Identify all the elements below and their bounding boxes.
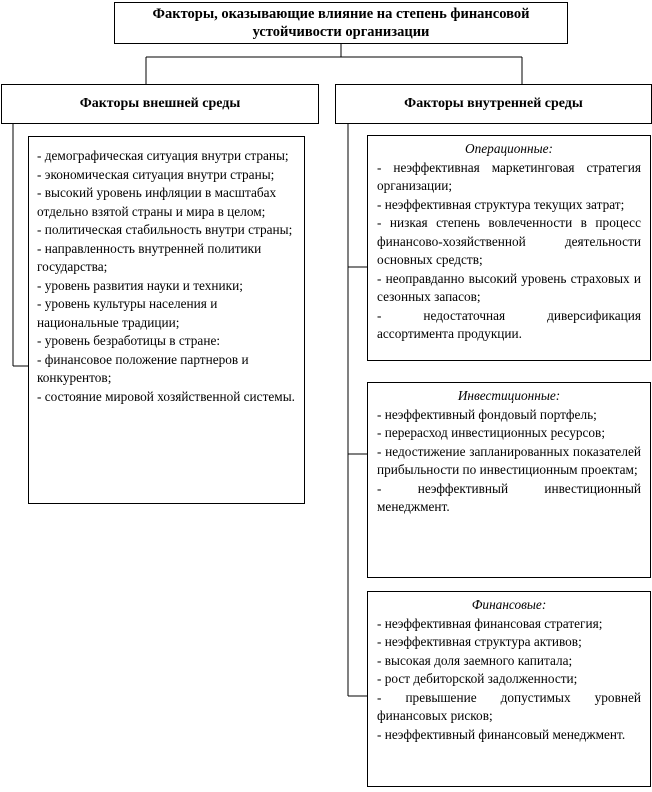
- internal-factors-heading: Факторы внутренней среды: [335, 84, 652, 124]
- list-item: - перерасход инвестиционных ресурсов;: [377, 425, 606, 440]
- list-item: - низкая степень вовлеченности в процесс финансово-хозяйственной деятельности основных средств;: [377, 215, 641, 267]
- list-item: - экономическая ситуация внутри страны;: [37, 166, 275, 182]
- list-item: - неэффективная структура активов;: [377, 634, 582, 649]
- category-title: Операционные:: [465, 141, 553, 156]
- list-item: - неэффективный фондовый портфель;: [377, 406, 597, 422]
- operational-factors-box: [367, 135, 651, 361]
- list-item: - неэффективный финансовый менеджмент.: [377, 726, 626, 742]
- list-item: - демографическая ситуация внутри страны;: [37, 148, 289, 163]
- investment-factors-box: [367, 382, 651, 578]
- list-item: - уровень развития науки и техники;: [37, 277, 243, 293]
- list-item: - превышение допустимых уровней финансовых рисков;: [377, 689, 641, 723]
- list-item: - недостижение запланированных показателей прибыльности по инвестиционным проектам;: [377, 443, 641, 477]
- list-item: - состояние мировой хозяйственной системы.: [37, 388, 295, 404]
- category-title: Финансовые:: [471, 597, 547, 612]
- list-item: - неэффективная финансовая стратегия;: [377, 615, 603, 631]
- category-title: Инвестиционные:: [457, 388, 561, 403]
- external-factors-list: [28, 136, 305, 504]
- list-item: - неоправданно высокий уровень страховых и сезонных запасов;: [377, 270, 641, 304]
- diagram-title: Факторы, оказывающие влияние на степень финансовой устойчивости организации: [114, 2, 568, 44]
- list-item: - высокая доля заемного капитала;: [377, 652, 573, 668]
- external-factors-heading: Факторы внешней среды: [1, 84, 319, 124]
- list-item: - уровень культуры населения и национальные традиции;: [37, 296, 218, 330]
- list-item: - неэффективная маркетинговая стратегия организации;: [377, 159, 641, 193]
- list-item: - рост дебиторской задолженности;: [377, 671, 578, 686]
- list-item: - неэффективный инвестиционный менеджмент.: [377, 480, 641, 514]
- list-item: - высокий уровень инфляции в масштабах отдельно взятой страны и мира в целом;: [37, 185, 277, 219]
- list-item: - направленность внутренней политики государства;: [37, 240, 262, 274]
- list-item: - финансовое положение партнеров и конкурентов;: [37, 351, 249, 385]
- list-item: - политическая стабильность внутри страны;: [37, 222, 293, 237]
- list-item: - уровень безработицы в стране:: [37, 333, 221, 348]
- list-item: - недостаточная диверсификация ассортимента продукции.: [377, 307, 641, 341]
- list-item: - неэффективная структура текущих затрат;: [377, 196, 625, 212]
- financial-factors-box: [367, 591, 651, 787]
